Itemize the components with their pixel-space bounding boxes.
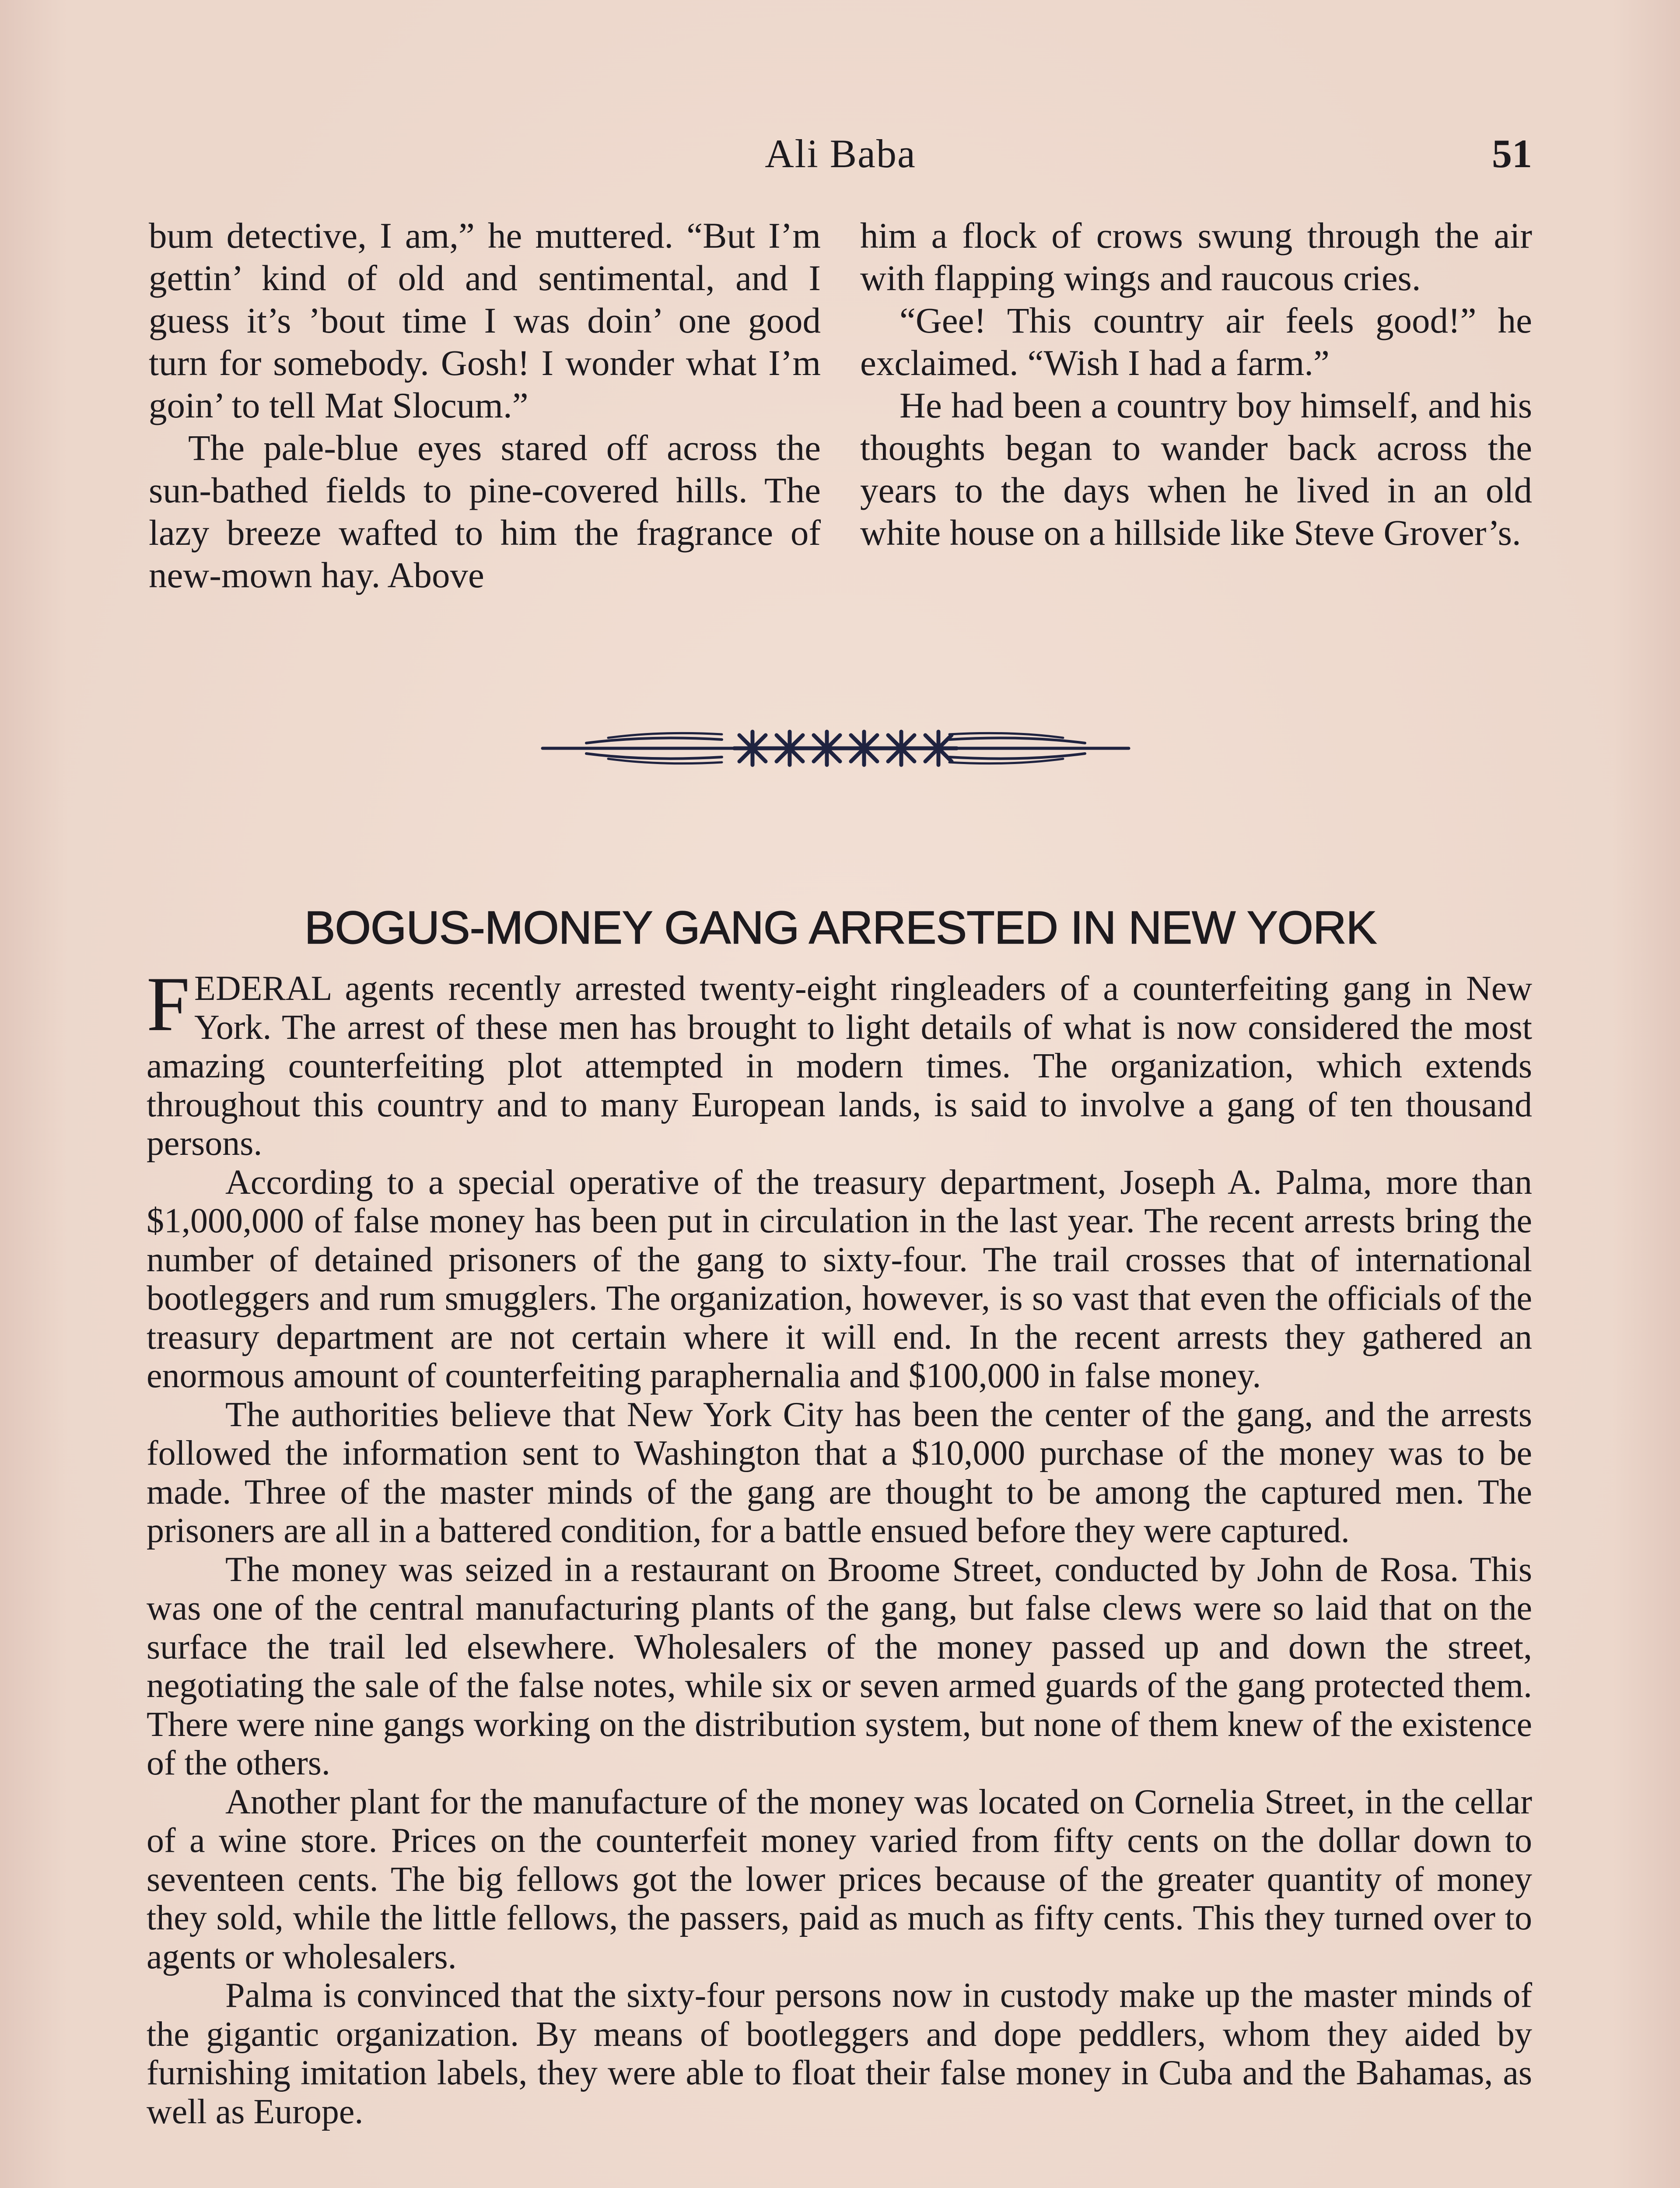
- article-paragraph: According to a special operative of the treasury department, Joseph A. Palma, more than $1,000,000 of false money has been put in circulation in the last year. The recent arrests bring the number of detained prisoners of the gang to sixty-four. The trail crosses that of international bootleggers and rum smugglers. The organization, however, is so vast that even the officials of the treasury department are not certain where it will end. In the recent arrests they gathered an enormous amount of counterfeiting paraphernalia and $100,000 in false money.: [147, 1163, 1532, 1395]
- article-paragraph-first: [147, 961, 1532, 1163]
- decorative-rule-icon: [538, 718, 1133, 779]
- article-body: [147, 961, 1532, 2131]
- first-paragraph-text: EDERAL agents recently arrested twenty-eight ringleaders of a counterfeiting gang in New York. The arrest of these men has brought to light details of what is now considered the most amazing counterfeiting plot attempted in modern times. The organization, which extends throughout this country and to many European lands, is said to involve a gang of ten thousand persons.: [147, 969, 1532, 1163]
- running-title: Ali Baba: [765, 131, 916, 176]
- page-number: 51: [1492, 131, 1532, 176]
- article-paragraph: Palma is convinced that the sixty-four persons now in custody make up the master minds of the gigantic organization. By means of bootleggers and dope peddlers, whom they aided by furnishing imitation labels, they were able to float their false money in Cuba and the Bahamas, as well as Europe.: [147, 1976, 1532, 2131]
- right-column-paragraph: “Gee! This country air feels good!” he exclaimed. “Wish I had a farm.”: [860, 300, 1532, 383]
- running-header: [149, 130, 1532, 183]
- story-continuation: [149, 214, 1532, 652]
- right-column-paragraph: him a flock of crows swung through the air with flapping wings and raucous cries.: [860, 215, 1532, 298]
- left-column-paragraph: The pale-blue eyes stared off across the sun-bathed fields to pine-covered hills. The lazy breeze wafted to him the fragrance of new-mown hay. Above: [149, 428, 821, 595]
- right-column-paragraph: He had been a country boy himself, and his thoughts began to wander back across the years to the days when he lived in an old white house on a hillside like Steve Grover’s.: [860, 385, 1532, 553]
- article-paragraph: Another plant for the manufacture of the money was located on Cornelia Street, in the cellar of a wine store. Prices on the counterfeit money varied from fifty cents on the dollar down to seventeen cents. The big fellows got the lower prices because of the greater quantity of money they sold, while the little fellows, the passers, paid as much as fifty cents. This they turned over to agents or wholesalers.: [147, 1782, 1532, 1976]
- article-paragraph: The authorities believe that New York City has been the center of the gang, and the arrests followed the information sent to Washington that a $10,000 purchase of the money was to be made. Three of the master minds of the gang are thought to be among the captured men. The prisoners are all in a battered condition, for a battle ensued before they were captured.: [147, 1395, 1532, 1550]
- article-headline: BOGUS-MONEY GANG ARRESTED IN NEW YORK: [304, 902, 1377, 954]
- left-column: [149, 214, 821, 652]
- left-column-paragraph: bum detective, I am,” he muttered. “But I’m gettin’ kind of old and sentimental, and I guess it’s ’bout time I was doin’ one good turn for somebody. Gosh! I wonder what I’m goin’ to tell Mat Slocum.”: [149, 215, 821, 425]
- drop-cap: F: [147, 961, 190, 1047]
- right-column: [860, 214, 1532, 652]
- article-paragraph: The money was seized in a restaurant on Broome Street, conducted by John de Rosa. This was one of the central manufacturing plants of the gang, but false clews were so laid that on the surface the trail led elsewhere. Wholesalers of the money passed up and down the street, negotiating the sale of the false notes, while six or seven armed guards of the gang protected them. There were nine gangs working on the distribution system, but none of them knew of the existence of the others.: [147, 1550, 1532, 1782]
